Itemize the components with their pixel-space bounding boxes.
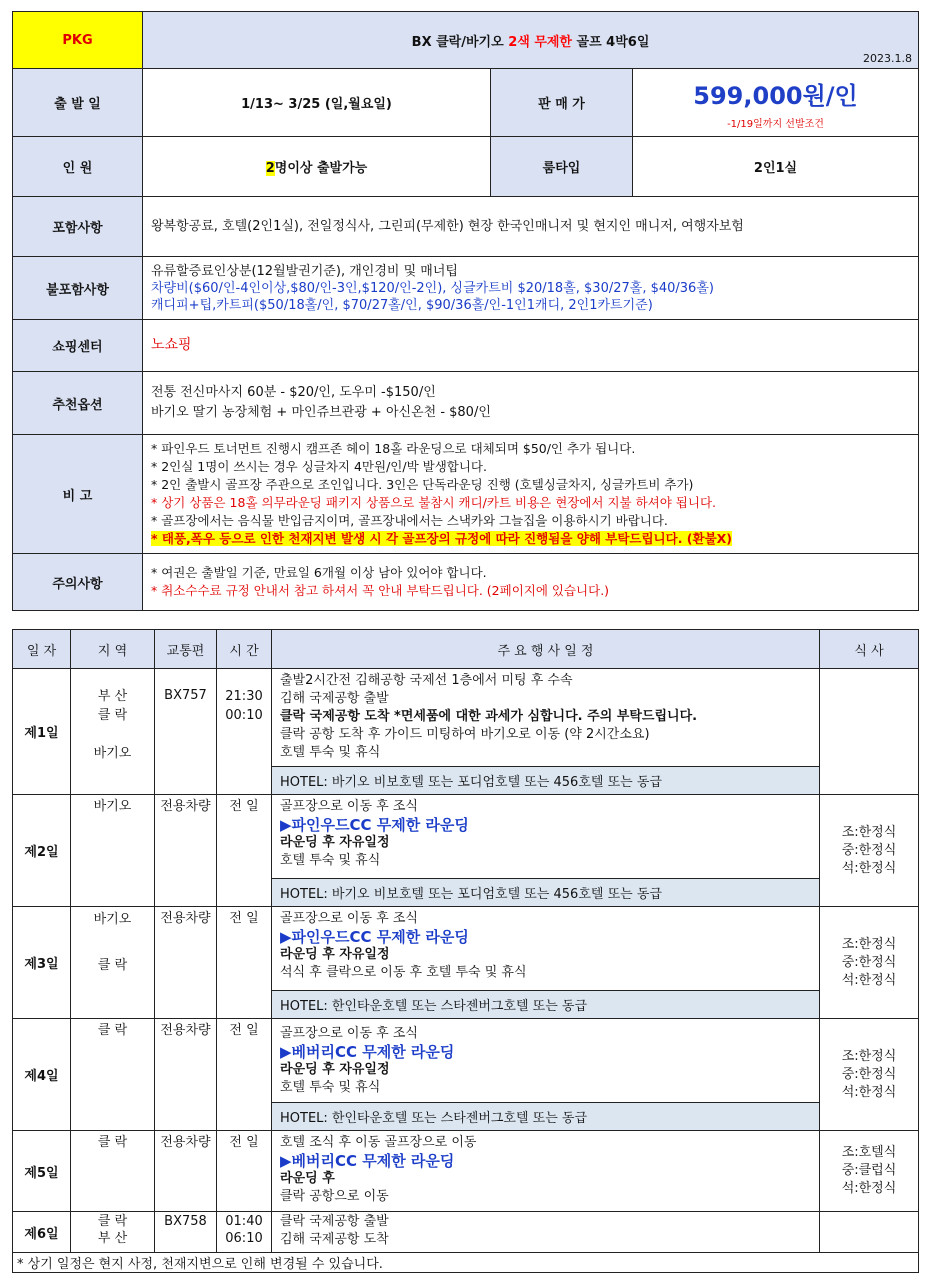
- exclude-value: 유류할증료인상분(12월발권기준), 개인경비 및 매너팁 차량비($60/인-4인이상,$80/인-3인,$120/인-2인), 싱글카트비 $20/18홀, $30/27홀, $40/36홀) 캐디피+팁,카트피($50/18홀/인, $70/27홀/인, $90/36홀/인-1인1캐디, 2인1카트기준): [143, 257, 919, 320]
- header-time: 시 간: [217, 630, 272, 669]
- day-transport: 전용차량: [155, 907, 217, 1019]
- doc-date: 2023.1.8: [863, 52, 913, 65]
- day-row: [13, 1131, 919, 1212]
- caution-label: 주의사항: [13, 554, 143, 611]
- itinerary-header: [13, 630, 919, 669]
- day-label: 제1일: [13, 669, 71, 795]
- day-row: [13, 907, 919, 991]
- day-time: 전 일: [217, 1131, 272, 1212]
- day-row: [13, 1019, 919, 1103]
- option-value: 전통 전신마사지 60분 - $20/인, 도우미 -$150/인 바기오 딸기 농장체험 + 마인쥬브관광 + 아신온천 - $80/인: [143, 372, 919, 435]
- day-transport: BX758: [155, 1212, 217, 1253]
- day-label: 제3일: [13, 907, 71, 1019]
- include-label: 포함사항: [13, 197, 143, 257]
- pkg-badge: PKG: [13, 12, 143, 69]
- room-value: 2인1실: [633, 137, 919, 197]
- day-meals: 조:한정식 중:한정식 석:한정식: [820, 1019, 919, 1131]
- itinerary-note: * 상기 일정은 현지 사정, 천재지변으로 인해 변경될 수 있습니다.: [13, 1253, 919, 1273]
- day-region: 클 락 부 산: [71, 1212, 155, 1253]
- day-row: [13, 1212, 919, 1253]
- price-label: 판 매 가: [491, 69, 633, 137]
- day-meals: 조:한정식 중:한정식 석:한정식: [820, 907, 919, 1019]
- day-time: 21:30 00:10: [217, 669, 272, 795]
- day-activities: 출발2시간전 김해공항 국제선 1층에서 미팅 후 수속 김해 국제공항 출발 클락 국제공항 도착 *면세품에 대한 과세가 심합니다. 주의 부탁드립니다. 클락 공항 도착 후 가이드 미팅하여 바기오로 이동 (약 2시간소요) 호텔 투숙 및 휴식: [272, 669, 820, 767]
- package-title: BX 클락/바기오 2색 무제한 골프 4박6일 2023.1.8: [143, 12, 919, 69]
- golf-course: ▶파인우드CC 무제한 라운딩: [280, 928, 469, 946]
- day-transport: 전용차량: [155, 795, 217, 907]
- package-info-table: [12, 11, 919, 611]
- price-value: 599,000원/인: [693, 81, 858, 110]
- day-time: 전 일: [217, 795, 272, 907]
- day-meals: 조:호텔식 중:클럽식 석:한정식: [820, 1131, 919, 1212]
- day-time: 01:40 06:10: [217, 1212, 272, 1253]
- header-transport: 교통편: [155, 630, 217, 669]
- day-label: 제2일: [13, 795, 71, 907]
- shopping-label: 쇼핑센터: [13, 320, 143, 372]
- header-schedule: 주 요 행 사 일 정: [272, 630, 820, 669]
- golf-course: ▶베버리CC 무제한 라운딩: [280, 1043, 455, 1061]
- day-transport: 전용차량: [155, 1019, 217, 1131]
- day-activities: 골프장으로 이동 후 조식 ▶베버리CC 무제한 라운딩 라운딩 후 자유일정 호텔 투숙 및 휴식: [272, 1019, 820, 1103]
- exclude-label: 불포함사항: [13, 257, 143, 320]
- day-region: 부 산 클 락 바기오: [71, 669, 155, 795]
- day-hotel: HOTEL: 한인타운호텔 또는 스타젠버그호텔 또는 동급: [272, 1103, 820, 1131]
- include-value: 왕복항공료, 호텔(2인1실), 전일정식사, 그린피(무제한) 현장 한국인매니저 및 현지인 매니저, 여행자보험: [143, 197, 919, 257]
- day-row: [13, 669, 919, 767]
- room-label: 룸타입: [491, 137, 633, 197]
- day-time: 전 일: [217, 907, 272, 1019]
- day-transport: BX757: [155, 669, 217, 795]
- option-label: 추천옵션: [13, 372, 143, 435]
- day-hotel: HOTEL: 바기오 비보호텔 또는 포디엄호텔 또는 456호텔 또는 동급: [272, 879, 820, 907]
- day-meals: [820, 669, 919, 795]
- header-region: 지 역: [71, 630, 155, 669]
- day-activities: 클락 국제공항 출발 김해 국제공항 도착: [272, 1212, 820, 1253]
- day-region: 클 락: [71, 1019, 155, 1131]
- day-label: 제6일: [13, 1212, 71, 1253]
- day-activities: 골프장으로 이동 후 조식 ▶파인우드CC 무제한 라운딩 라운딩 후 자유일정 호텔 투숙 및 휴식: [272, 795, 820, 879]
- day-label: 제4일: [13, 1019, 71, 1131]
- day-activities: 골프장으로 이동 후 조식 ▶파인우드CC 무제한 라운딩 라운딩 후 자유일정 석식 후 클락으로 이동 후 호텔 투숙 및 휴식: [272, 907, 820, 991]
- caution-value: * 여권은 출발일 기준, 만료일 6개월 이상 남아 있어야 합니다. * 취소수수료 규정 안내서 참고 하셔서 꼭 안내 부탁드립니다. (2페이지에 있습니다.): [143, 554, 919, 611]
- day-time: 전 일: [217, 1019, 272, 1131]
- day-label: 제5일: [13, 1131, 71, 1212]
- day-transport: 전용차량: [155, 1131, 217, 1212]
- departure-value: 1/13~ 3/25 (일,월요일): [143, 69, 491, 137]
- price-condition: -1/19일까지 선발조건: [727, 118, 824, 130]
- shopping-value: 노쇼핑: [143, 320, 919, 372]
- day-meals: [820, 1212, 919, 1253]
- remark-value: * 파인우드 토너먼트 진행시 캠프존 헤이 18홀 라운딩으로 대체되며 $50/인 추가 됩니다. * 2인실 1명이 쓰시는 경우 싱글차지 4만원/인/박 발생합니다. * 2인 출발시 골프장 주관으로 조인입니다. 3인은 단독라운딩 진행 (호텔싱글차지, 싱글카트비 추가) * 상기 상품은 18홀 의무라운딩 패키지 상품으로 불참시 캐디/카트 비용은 현장에서 지불 하셔야 됩니다. * 골프장에서는 음식물 반입금지이며, 골프장내에서는 스낵카와 그늘집을 이용하시기 바랍니다. * 태풍,폭우 등으로 인한 천재지변 발생 시 각 골프장의 규정에 따라 진행됨을 양해 부탁드립니다. (환불X): [143, 435, 919, 554]
- departure-label: 출 발 일: [13, 69, 143, 137]
- golf-course: ▶베버리CC 무제한 라운딩: [280, 1152, 455, 1170]
- day-activities: 호텔 조식 후 이동 골프장으로 이동 ▶베버리CC 무제한 라운딩 라운딩 후 클락 공항으로 이동: [272, 1131, 820, 1212]
- day-region: 클 락: [71, 1131, 155, 1212]
- golf-course: ▶파인우드CC 무제한 라운딩: [280, 816, 469, 834]
- remark-label: 비 고: [13, 435, 143, 554]
- day-region: 바기오 클 락: [71, 907, 155, 1019]
- day-hotel: HOTEL: 한인타운호텔 또는 스타젠버그호텔 또는 동급: [272, 991, 820, 1019]
- day-region: 바기오: [71, 795, 155, 907]
- header-meals: 식 사: [820, 630, 919, 669]
- people-label: 인 원: [13, 137, 143, 197]
- itinerary-table: [12, 629, 919, 1273]
- people-value: 2명이상 출발가능: [143, 137, 491, 197]
- day-meals: 조:한정식 중:한정식 석:한정식: [820, 795, 919, 907]
- day-hotel: HOTEL: 바기오 비보호텔 또는 포디엄호텔 또는 456호텔 또는 동급: [272, 767, 820, 795]
- day-row: [13, 795, 919, 879]
- price-cell: [633, 69, 919, 137]
- header-day: 일 자: [13, 630, 71, 669]
